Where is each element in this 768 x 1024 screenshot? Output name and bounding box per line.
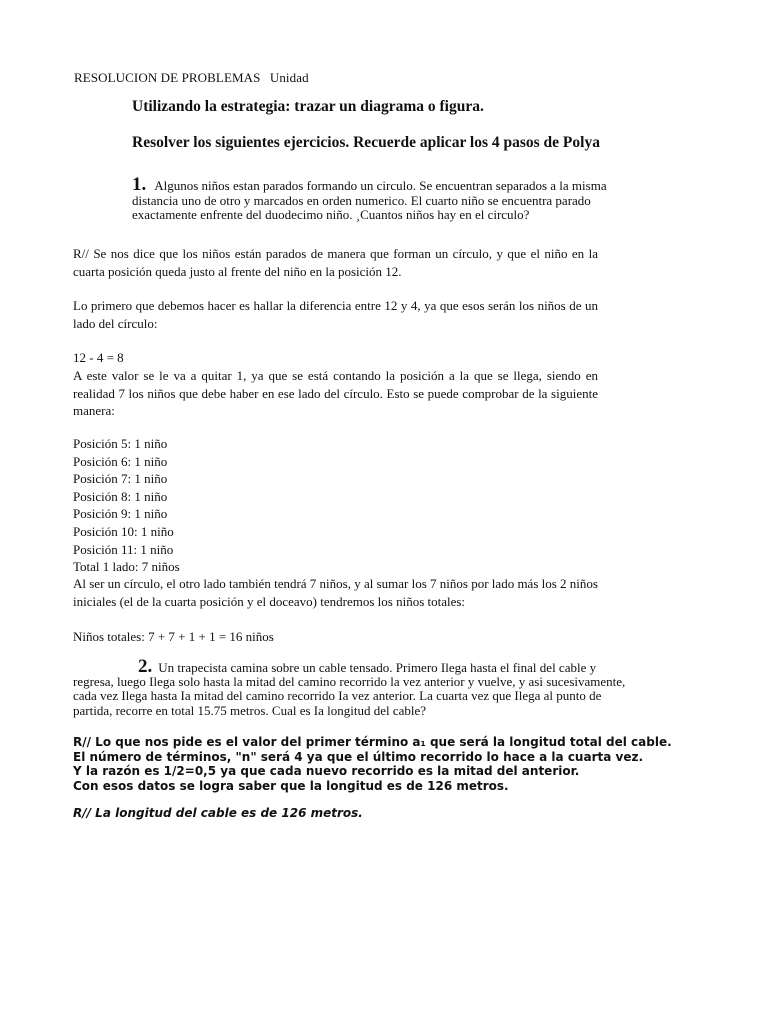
answer-2-line: Con esos datos se logra saber que la longitud es de 126 metros. bbox=[73, 778, 509, 793]
header-unit: Unidad bbox=[269, 70, 309, 85]
answer-1-step-1: Lo primero que debemos hacer es hallar la diferencia entre 12 y 4, ya que esos serán los niños de un lado del círculo: bbox=[73, 298, 598, 331]
answer-2 bbox=[73, 735, 693, 793]
strategy-title: Utilizando la estrategia: trazar un diagrama o figura. bbox=[132, 98, 484, 115]
list-item: Total 1 lado: 7 niños bbox=[73, 559, 180, 575]
problem-2 bbox=[73, 656, 693, 718]
answer-2-line: El número de términos, "n" será 4 ya que el último recorrido lo hace a la cuarta vez. bbox=[73, 749, 644, 764]
problem-2-line: regresa, luego Ilega solo hasta la mitad del camino recorrido la vez anterior y vuelve, y asi sucesivamente, bbox=[73, 674, 626, 690]
header-title: RESOLUCION DE PROBLEMAS bbox=[74, 70, 261, 85]
list-item: Posición 6: 1 niño bbox=[73, 453, 168, 469]
problem-1-line: distancia uno de otro y marcados en orden numerico. El cuarto niño se encuentra parado bbox=[132, 192, 591, 208]
instructions-heading: Resolver los siguientes ejercicios. Recuerde aplicar los 4 pasos de Polya bbox=[132, 134, 600, 151]
problem-2-line: Un trapecista camina sobre un cable tensado. Primero Ilega hasta el final del cable y bbox=[158, 660, 597, 675]
answer-2-final: R// La longitud del cable es de 126 metros. bbox=[73, 806, 363, 820]
list-item: Posición 10: 1 niño bbox=[73, 523, 174, 539]
list-item: Posición 8: 1 niño bbox=[73, 488, 168, 504]
answer-1-step-3: Al ser un círculo, el otro lado también tendrá 7 niños, y al sumar los 7 niños por lado más los 2 niños iniciales (el de la cuarta posición y el doceavo) tendremos los niños totales: bbox=[73, 576, 598, 609]
answer-1-equation: 12 - 4 = 8 bbox=[73, 350, 124, 365]
list-item: Posición 9: 1 niño bbox=[73, 506, 168, 522]
problem-2-number: 2. bbox=[138, 656, 153, 677]
problem-2-line: cada vez Ilega hasta Ia mitad del camino recorrido Ia vez anterior. La cuarta vez que Ilega al punto de bbox=[73, 688, 602, 704]
problem-1 bbox=[132, 174, 702, 223]
problem-1-line: Algunos niños estan parados formando un circulo. Se encuentran separados a la misma bbox=[154, 178, 607, 193]
list-item: Posición 5: 1 niño bbox=[73, 436, 168, 451]
answer-2-line: R// Lo que nos pide es el valor del primer término a₁ que será la longitud total del cable. bbox=[73, 735, 672, 749]
list-item: Posición 11: 1 niño bbox=[73, 541, 174, 557]
answer-1-total: Niños totales: 7 + 7 + 1 + 1 = 16 niños bbox=[73, 629, 274, 644]
page-header bbox=[74, 70, 309, 86]
problem-1-number: 1. bbox=[132, 174, 147, 195]
answer-1-intro: R// Se nos dice que los niños están parados de manera que forman un círculo, y que el niño en la cuarta posición queda justo al frente del niño en la posición 12. bbox=[73, 246, 598, 279]
positions-list bbox=[73, 435, 180, 576]
answer-2-line: Y la razón es 1/2=0,5 ya que cada nuevo recorrido es la mitad del anterior. bbox=[73, 764, 580, 778]
answer-1-step-2: A este valor se le va a quitar 1, ya que se está contando la posición a la que se llega, siendo en realidad 7 los niños que debe haber en ese lado del círculo. Esto se puede comprobar de la siguiente manera: bbox=[73, 368, 598, 418]
problem-1-line: exactamente enfrente del duodecimo niño. ¸Cuantos niños hay en el circulo? bbox=[132, 207, 530, 222]
list-item: Posición 7: 1 niño bbox=[73, 471, 168, 487]
problem-2-line: partida, recorre en total 15.75 metros. Cual es Ia longitud del cable? bbox=[73, 702, 427, 718]
